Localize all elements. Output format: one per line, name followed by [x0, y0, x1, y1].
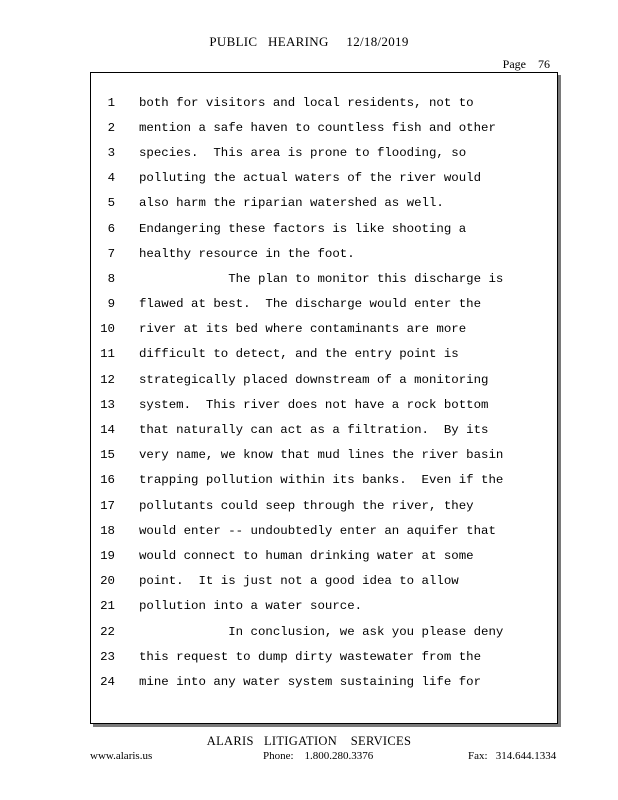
line-number: 3	[107, 145, 115, 160]
line-number: 4	[107, 171, 115, 186]
line-number: 21	[100, 599, 115, 614]
transcript-line	[91, 166, 557, 191]
line-number: 2	[107, 120, 115, 135]
line-number: 19	[100, 548, 115, 563]
footer-fax: Fax: 314.644.1334	[468, 750, 557, 762]
line-text: both for visitors and local residents, not to	[139, 95, 474, 110]
line-number: 8	[107, 271, 115, 286]
transcript-line	[91, 115, 557, 140]
line-text: flawed at best. The discharge would enter the	[139, 297, 482, 312]
transcript-line	[91, 644, 557, 669]
line-number: 13	[100, 397, 115, 412]
line-number: 6	[107, 221, 115, 236]
line-number: 16	[100, 473, 115, 488]
line-text: point. It is just not a good idea to allow	[139, 574, 459, 589]
transcript-line	[91, 140, 557, 165]
line-number: 12	[100, 372, 115, 387]
transcript-line	[91, 594, 557, 619]
line-text: The plan to monitor this discharge is	[139, 271, 504, 286]
transcript-line	[91, 569, 557, 594]
transcript-line	[91, 241, 557, 266]
transcript-line	[91, 292, 557, 317]
transcript-line	[91, 266, 557, 291]
line-number: 24	[100, 674, 115, 689]
line-number: 11	[100, 347, 115, 362]
transcript-line	[91, 518, 557, 543]
line-text: trapping pollution within its banks. Even if the	[139, 473, 504, 488]
line-number: 20	[100, 574, 115, 589]
line-number: 15	[100, 448, 115, 463]
transcript-line	[91, 543, 557, 568]
line-text: healthy resource in the foot.	[139, 246, 355, 261]
line-text: very name, we know that mud lines the river basin	[139, 448, 504, 463]
line-text: this request to dump dirty wastewater from the	[139, 649, 482, 664]
line-text: difficult to detect, and the entry point is	[139, 347, 459, 362]
line-number: 9	[107, 297, 115, 312]
footer-phone: Phone: 1.800.280.3376	[263, 750, 374, 762]
transcript-line	[91, 443, 557, 468]
line-number: 14	[100, 423, 115, 438]
line-text: mention a safe haven to countless fish and other	[139, 120, 496, 135]
transcript-line	[91, 392, 557, 417]
line-text: Endangering these factors is like shooting a	[139, 221, 467, 236]
page-number: Page 76	[502, 57, 550, 71]
line-number: 18	[100, 523, 115, 538]
transcript-line	[91, 619, 557, 644]
line-text: would connect to human drinking water at some	[139, 548, 474, 563]
line-text: would enter -- undoubtedly enter an aquifer that	[139, 523, 496, 538]
transcript-line	[91, 367, 557, 392]
line-text: strategically placed downstream of a monitoring	[139, 372, 489, 387]
line-text: mine into any water system sustaining life for	[139, 674, 482, 689]
line-text: pollution into a water source.	[139, 599, 363, 614]
transcript-line	[91, 317, 557, 342]
line-text: system. This river does not have a rock bottom	[139, 397, 489, 412]
line-number: 22	[100, 624, 115, 639]
transcript-frame	[90, 72, 558, 724]
line-number: 7	[107, 246, 115, 261]
transcript-line	[91, 342, 557, 367]
transcript-line	[91, 493, 557, 518]
footer-company-name: ALARIS LITIGATION SERVICES	[206, 734, 412, 748]
transcript-line	[91, 191, 557, 216]
line-number: 23	[100, 649, 115, 664]
line-text: In conclusion, we ask you please deny	[139, 624, 504, 639]
transcript-line	[91, 468, 557, 493]
line-number: 5	[107, 196, 115, 211]
transcript-line	[91, 90, 557, 115]
transcript-lines	[91, 90, 557, 695]
line-text: polluting the actual waters of the river would	[139, 171, 482, 186]
line-text: pollutants could seep through the river, they	[139, 498, 474, 513]
transcript-line	[91, 669, 557, 694]
transcript-line	[91, 216, 557, 241]
line-text: river at its bed where contaminants are more	[139, 322, 467, 337]
line-number: 1	[107, 95, 115, 110]
line-text: species. This area is prone to flooding, so	[139, 145, 467, 160]
document-header-title: PUBLIC HEARING 12/18/2019	[209, 34, 409, 49]
line-number: 17	[100, 498, 115, 513]
transcript-line	[91, 417, 557, 442]
line-text: also harm the riparian watershed as well.	[139, 196, 444, 211]
line-text: that naturally can act as a filtration. By its	[139, 423, 489, 438]
line-number: 10	[100, 322, 115, 337]
footer-website: www.alaris.us	[90, 750, 153, 762]
